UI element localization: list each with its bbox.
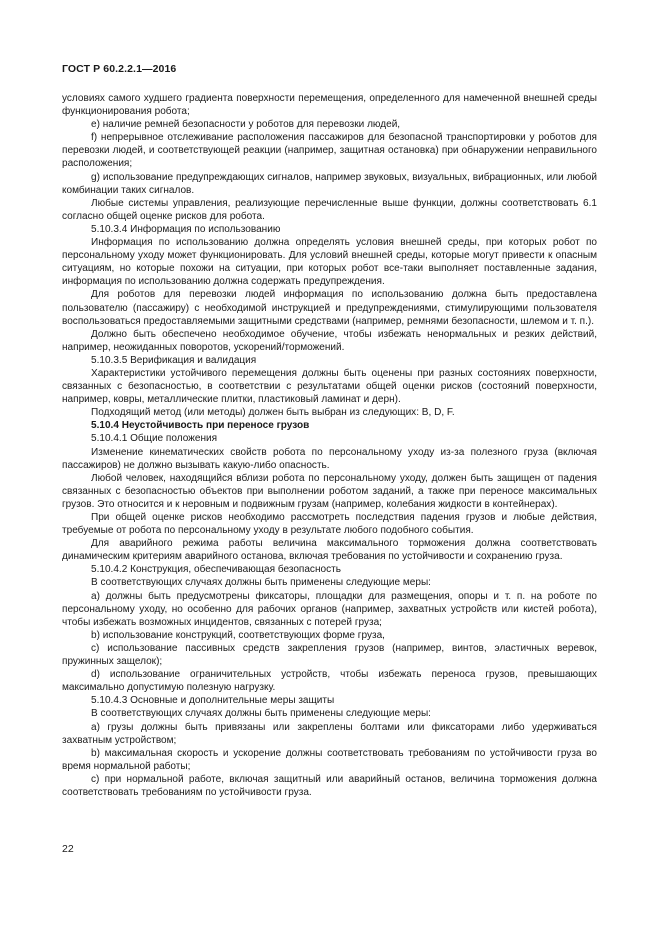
section-heading: 5.10.3.4 Информация по использованию [91, 223, 281, 235]
list-item: c) использование пассивных средств закрепления грузов (например, винтов, эластичных веревок, пружинных защелок); [62, 642, 597, 668]
paragraph: Подходящий метод (или методы) должен быть выбран из следующих: B, D, F. [91, 407, 455, 419]
paragraph: В соответствующих случаях должны быть применены следующие меры: [91, 708, 431, 720]
list-item: а) грузы должны быть привязаны или закреплены болтами или фиксаторами либо удерживаться захватным устройством; [62, 721, 597, 746]
paragraph: Должно быть обеспечено необходимое обучение, чтобы избежать ненормальных и резких действий, например, неожиданных поворотов, ускорений/торможений. [62, 328, 597, 353]
list-item: d) использование ограничительных устройств, чтобы избежать переноса грузов, превышающих максимально допустимую полезную нагрузку. [62, 669, 597, 694]
section-heading-bold: 5.10.4 Неустойчивость при переносе грузов [91, 420, 310, 432]
document-code-header: ГОСТ Р 60.2.2.1—2016 [62, 63, 177, 75]
page-number: 22 [62, 843, 74, 855]
list-item: а) должны быть предусмотрены фиксаторы, площадки для размещения, опоры и т. п. на роботе по персональному уходу, но особенно для рабочих органов (например, захватных устройств или кистей робота), чтобы избежать возможных инцидентов, связанных с потерей груза; [62, 590, 597, 628]
paragraph: Любой человек, находящийся вблизи робота по персональному уходу, должен быть защищен от падения связанных с безопасностью объектов при выполнении роботом заданий, а также при переносе максимальных грузов. Это относится и к неровным и подвижным грузам (например, колебания жидкости в контейнерах). [62, 472, 597, 510]
section-heading: 5.10.3.5 Верификация и валидация [91, 354, 257, 366]
paragraph: Любые системы управления, реализующие перечисленные выше функции, должны соответствовать 6.1 согласно общей оценке рисков для робота. [62, 197, 597, 222]
section-heading: 5.10.4.3 Основные и дополнительные меры защиты [91, 695, 335, 707]
paragraph: При общей оценке рисков необходимо рассмотреть последствия падения грузов и любые действия, требуемые от робота по персональному уходу в результате любого подобного события. [62, 512, 597, 537]
document-body [62, 92, 597, 799]
paragraph: Характеристики устойчивого перемещения должны быть оценены при разных состояниях поверхности, связанных с безопасностью, в соответствии с результатами общей оценки рисков (состояний поверхности, например, ковры, металлические плитки, пластиковый ламинат и дерн). [62, 367, 597, 406]
section-heading: 5.10.4.2 Конструкция, обеспечивающая безопасность [91, 564, 341, 576]
paragraph: В соответствующих случаях должны быть применены следующие меры: [91, 577, 431, 589]
list-item: c) при нормальной работе, включая защитный или аварийный останов, величина торможения должна соответствовать требованиям по устойчивости груза. [62, 773, 597, 798]
paragraph: условиях самого худшего градиента поверхности перемещения, определенного для намеченной внешней среды функционирования робота; [62, 93, 597, 118]
paragraph: Для аварийного режима работы величина максимального торможения должна соответствовать динамическим критериям аварийного останова, включая требования по устойчивости и сохранению груза. [62, 538, 597, 563]
list-item: f) непрерывное отслеживание расположения пассажиров для безопасной транспортировки у роботов для перевозки людей, и соответствующей реакции (например, защитная остановка) при обнаружении неправильного расположения; [62, 132, 597, 170]
paragraph: Информация по использованию должна определять условия внешней среды, при которых робот по персональному уходу может функционировать. Для условий внешней среды, которые могут привести к опасным ситуациям, но которые похожи на ситуации, при которых робот все-таки выполняет поставленные задания, информация по использованию должна содержать предупреждения. [62, 237, 597, 288]
list-item: b) максимальная скорость и ускорение должны соответствовать требованиям по устойчивости груза во время нормальной работы; [62, 747, 597, 772]
list-item: e) наличие ремней безопасности у роботов для перевозки людей, [91, 119, 401, 131]
paragraph: Для роботов для перевозки людей информация по использованию должна быть предоставлена пользователю (пассажиру) с необходимой инструкцией и предупреждениями, стимулирующими пользователя воспользоваться предоставляемыми защитными средствами (например, ремнями безопасности, шлемом и т. п.). [62, 289, 597, 327]
list-item: g) использование предупреждающих сигналов, например звуковых, визуальных, вибрационных, или любой комбинации таких сигналов. [62, 171, 597, 196]
paragraph: Изменение кинематических свойств робота по персональному уходу из-за полезного груза (включая пассажиров) не должно вызывать какую-либо опасность. [62, 446, 597, 471]
list-item: b) использование конструкций, соответствующих форме груза, [91, 629, 385, 641]
section-heading: 5.10.4.1 Общие положения [91, 433, 218, 445]
